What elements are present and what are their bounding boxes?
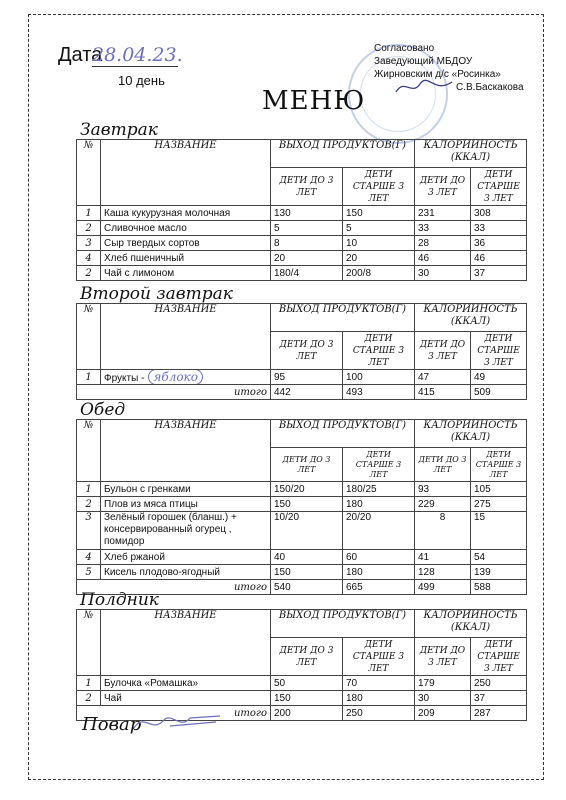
handwritten-note: яблоко <box>148 370 203 385</box>
cell-c2: 250 <box>471 676 527 691</box>
second-breakfast-table <box>76 303 527 400</box>
cell-num: 2 <box>77 221 101 236</box>
col-output-over3: ДЕТИ СТАРШЕ 3 ЛЕТ <box>343 168 415 206</box>
cell-num: 1 <box>77 370 101 385</box>
cell-o1: 10/20 <box>271 512 343 550</box>
col-output: ВЫХОД ПРОДУКТОВ(Г) <box>271 140 415 168</box>
cell-c1: 231 <box>415 206 471 221</box>
cell-o2: 180 <box>343 497 415 512</box>
total-o2: 493 <box>343 385 415 400</box>
cell-o2: 180 <box>343 691 415 706</box>
col-output-under3: ДЕТИ ДО 3 ЛЕТ <box>271 332 343 370</box>
cell-num: 1 <box>77 676 101 691</box>
cell-o2: 180/25 <box>343 482 415 497</box>
cell-c2: 49 <box>471 370 527 385</box>
cell-o2: 20/20 <box>343 512 415 550</box>
col-name: НАЗВАНИЕ <box>101 420 271 482</box>
col-cal-under3: ДЕТИ ДО 3 ЛЕТ <box>415 332 471 370</box>
cell-c1: 28 <box>415 236 471 251</box>
cell-c1: 128 <box>415 565 471 580</box>
total-o1: 442 <box>271 385 343 400</box>
cell-num: 4 <box>77 550 101 565</box>
total-label: итого <box>77 580 271 595</box>
col-cal-over3: ДЕТИ СТАРШЕ 3 ЛЕТ <box>471 168 527 206</box>
table-row <box>77 251 527 266</box>
cell-o1: 150 <box>271 497 343 512</box>
cell-c2: 46 <box>471 251 527 266</box>
cell-num: 4 <box>77 251 101 266</box>
cell-name: Плов из мяса птицы <box>101 497 271 512</box>
total-c1: 209 <box>415 706 471 721</box>
cell-o1: 95 <box>271 370 343 385</box>
col-output-over3: ДЕТИ СТАРШЕ 3 ЛЕТ <box>343 638 415 676</box>
col-name: НАЗВАНИЕ <box>101 304 271 370</box>
cell-name: Сливочное масло <box>101 221 271 236</box>
cell-num: 1 <box>77 482 101 497</box>
table-row <box>77 497 527 512</box>
col-calories: КАЛОРИЙНОСТЬ (ККАЛ) <box>415 140 527 168</box>
cell-c1: 179 <box>415 676 471 691</box>
col-cal-over3: ДЕТИ СТАРШЕ 3 ЛЕТ <box>471 448 527 482</box>
cell-c2: 37 <box>471 691 527 706</box>
cell-name: Булочка «Ромашка» <box>101 676 271 691</box>
col-output-over3: ДЕТИ СТАРШЕ 3 ЛЕТ <box>343 448 415 482</box>
date-label: Дата <box>58 44 103 66</box>
cell-o1: 130 <box>271 206 343 221</box>
col-num: № <box>77 610 101 676</box>
cell-o1: 8 <box>271 236 343 251</box>
table-row <box>77 221 527 236</box>
cook-label: Повар <box>82 714 142 735</box>
total-label: итого <box>77 706 271 721</box>
table-row <box>77 266 527 281</box>
section-title-second-breakfast: Второй завтрак <box>80 284 233 304</box>
cell-o2: 5 <box>343 221 415 236</box>
cell-num: 5 <box>77 565 101 580</box>
col-num: № <box>77 304 101 370</box>
cook-signature-icon <box>130 708 226 738</box>
total-c1: 415 <box>415 385 471 400</box>
cell-c1: 33 <box>415 221 471 236</box>
cell-o2: 200/8 <box>343 266 415 281</box>
section-title-breakfast: Завтрак <box>80 120 158 140</box>
cell-c1: 30 <box>415 266 471 281</box>
col-num: № <box>77 420 101 482</box>
cell-o2: 70 <box>343 676 415 691</box>
cell-num: 2 <box>77 266 101 281</box>
cell-c2: 275 <box>471 497 527 512</box>
cell-o1: 150/20 <box>271 482 343 497</box>
cell-name: Сыр твердых сортов <box>101 236 271 251</box>
cell-c2: 139 <box>471 565 527 580</box>
approval-line: Согласовано <box>374 43 435 54</box>
col-output-under3: ДЕТИ ДО 3 ЛЕТ <box>271 168 343 206</box>
col-cal-over3: ДЕТИ СТАРШЕ 3 ЛЕТ <box>471 332 527 370</box>
cell-c2: 54 <box>471 550 527 565</box>
cell-c1: 229 <box>415 497 471 512</box>
menu-title: МЕНЮ <box>262 86 366 116</box>
col-calories: КАЛОРИЙНОСТЬ (ККАЛ) <box>415 610 527 638</box>
col-cal-under3: ДЕТИ ДО 3 ЛЕТ <box>415 638 471 676</box>
lunch-table <box>76 419 527 595</box>
cell-c2: 105 <box>471 482 527 497</box>
table-row <box>77 236 527 251</box>
cell-o1: 5 <box>271 221 343 236</box>
total-c2: 287 <box>471 706 527 721</box>
cell-num: 1 <box>77 206 101 221</box>
cell-name: Хлеб пшеничный <box>101 251 271 266</box>
cell-name: Хлеб ржаной <box>101 550 271 565</box>
signature-icon <box>394 76 454 98</box>
col-output: ВЫХОД ПРОДУКТОВ(Г) <box>271 420 415 448</box>
cell-o2: 150 <box>343 206 415 221</box>
cell-name: Кисель плодово-ягодный <box>101 565 271 580</box>
cell-o1: 40 <box>271 550 343 565</box>
cell-o2: 100 <box>343 370 415 385</box>
cell-num: 3 <box>77 512 101 550</box>
cell-c1: 41 <box>415 550 471 565</box>
table-row <box>77 206 527 221</box>
cell-num: 2 <box>77 691 101 706</box>
col-calories: КАЛОРИЙНОСТЬ (ККАЛ) <box>415 420 527 448</box>
section-title-lunch: Обед <box>80 400 126 420</box>
col-output-under3: ДЕТИ ДО 3 ЛЕТ <box>271 638 343 676</box>
table-row <box>77 676 527 691</box>
cell-name-text: Фрукты - <box>104 373 145 384</box>
cell-o1: 150 <box>271 691 343 706</box>
total-c1: 499 <box>415 580 471 595</box>
cell-o2: 20 <box>343 251 415 266</box>
col-output-under3: ДЕТИ ДО 3 ЛЕТ <box>271 448 343 482</box>
cell-c1: 8 <box>415 512 471 550</box>
table-row <box>77 512 527 550</box>
total-o2: 665 <box>343 580 415 595</box>
total-o1: 200 <box>271 706 343 721</box>
col-calories: КАЛОРИЙНОСТЬ (ККАЛ) <box>415 304 527 332</box>
cell-o2: 60 <box>343 550 415 565</box>
total-c2: 509 <box>471 385 527 400</box>
cell-name: Зелёный горошек (бланш.) + консервированный огурец , помидор <box>101 512 271 550</box>
section-title-snack: Полдник <box>80 590 159 610</box>
cell-name <box>101 370 271 385</box>
col-output-over3: ДЕТИ СТАРШЕ 3 ЛЕТ <box>343 332 415 370</box>
cell-c2: 37 <box>471 266 527 281</box>
approval-line: Заведующий МБДОУ <box>374 56 473 67</box>
day-label: 10 день <box>118 73 165 88</box>
total-o2: 250 <box>343 706 415 721</box>
cell-o2: 180 <box>343 565 415 580</box>
cell-o1: 150 <box>271 565 343 580</box>
col-cal-over3: ДЕТИ СТАРШЕ 3 ЛЕТ <box>471 638 527 676</box>
cell-name: Чай <box>101 691 271 706</box>
cell-c2: 36 <box>471 236 527 251</box>
table-row <box>77 691 527 706</box>
cell-num: 3 <box>77 236 101 251</box>
cell-name: Каша кукурузная молочная <box>101 206 271 221</box>
cell-name: Чай с лимоном <box>101 266 271 281</box>
total-label: итого <box>77 385 271 400</box>
cell-name: Бульон с гренками <box>101 482 271 497</box>
cell-c2: 15 <box>471 512 527 550</box>
cell-o1: 20 <box>271 251 343 266</box>
total-o1: 540 <box>271 580 343 595</box>
col-cal-under3: ДЕТИ ДО 3 ЛЕТ <box>415 448 471 482</box>
total-c2: 588 <box>471 580 527 595</box>
approval-line: Жирновским д/с «Росинка» <box>374 69 501 80</box>
total-row <box>77 385 527 400</box>
col-name: НАЗВАНИЕ <box>101 610 271 676</box>
table-row <box>77 565 527 580</box>
cell-o1: 50 <box>271 676 343 691</box>
cell-c2: 33 <box>471 221 527 236</box>
cell-c1: 46 <box>415 251 471 266</box>
snack-table <box>76 609 527 721</box>
col-cal-under3: ДЕТИ ДО 3 ЛЕТ <box>415 168 471 206</box>
cell-o2: 10 <box>343 236 415 251</box>
cell-num: 2 <box>77 497 101 512</box>
col-num: № <box>77 140 101 206</box>
cell-c1: 30 <box>415 691 471 706</box>
cell-c1: 47 <box>415 370 471 385</box>
breakfast-table <box>76 139 527 281</box>
col-name: НАЗВАНИЕ <box>101 140 271 206</box>
cell-c1: 93 <box>415 482 471 497</box>
table-row <box>77 550 527 565</box>
approval-line: С.В.Баскакова <box>456 82 524 93</box>
cell-c2: 308 <box>471 206 527 221</box>
col-output: ВЫХОД ПРОДУКТОВ(Г) <box>271 304 415 332</box>
cell-o1: 180/4 <box>271 266 343 281</box>
date-value: 28.04.23. <box>92 44 183 66</box>
col-output: ВЫХОД ПРОДУКТОВ(Г) <box>271 610 415 638</box>
table-row <box>77 370 527 385</box>
table-row <box>77 482 527 497</box>
